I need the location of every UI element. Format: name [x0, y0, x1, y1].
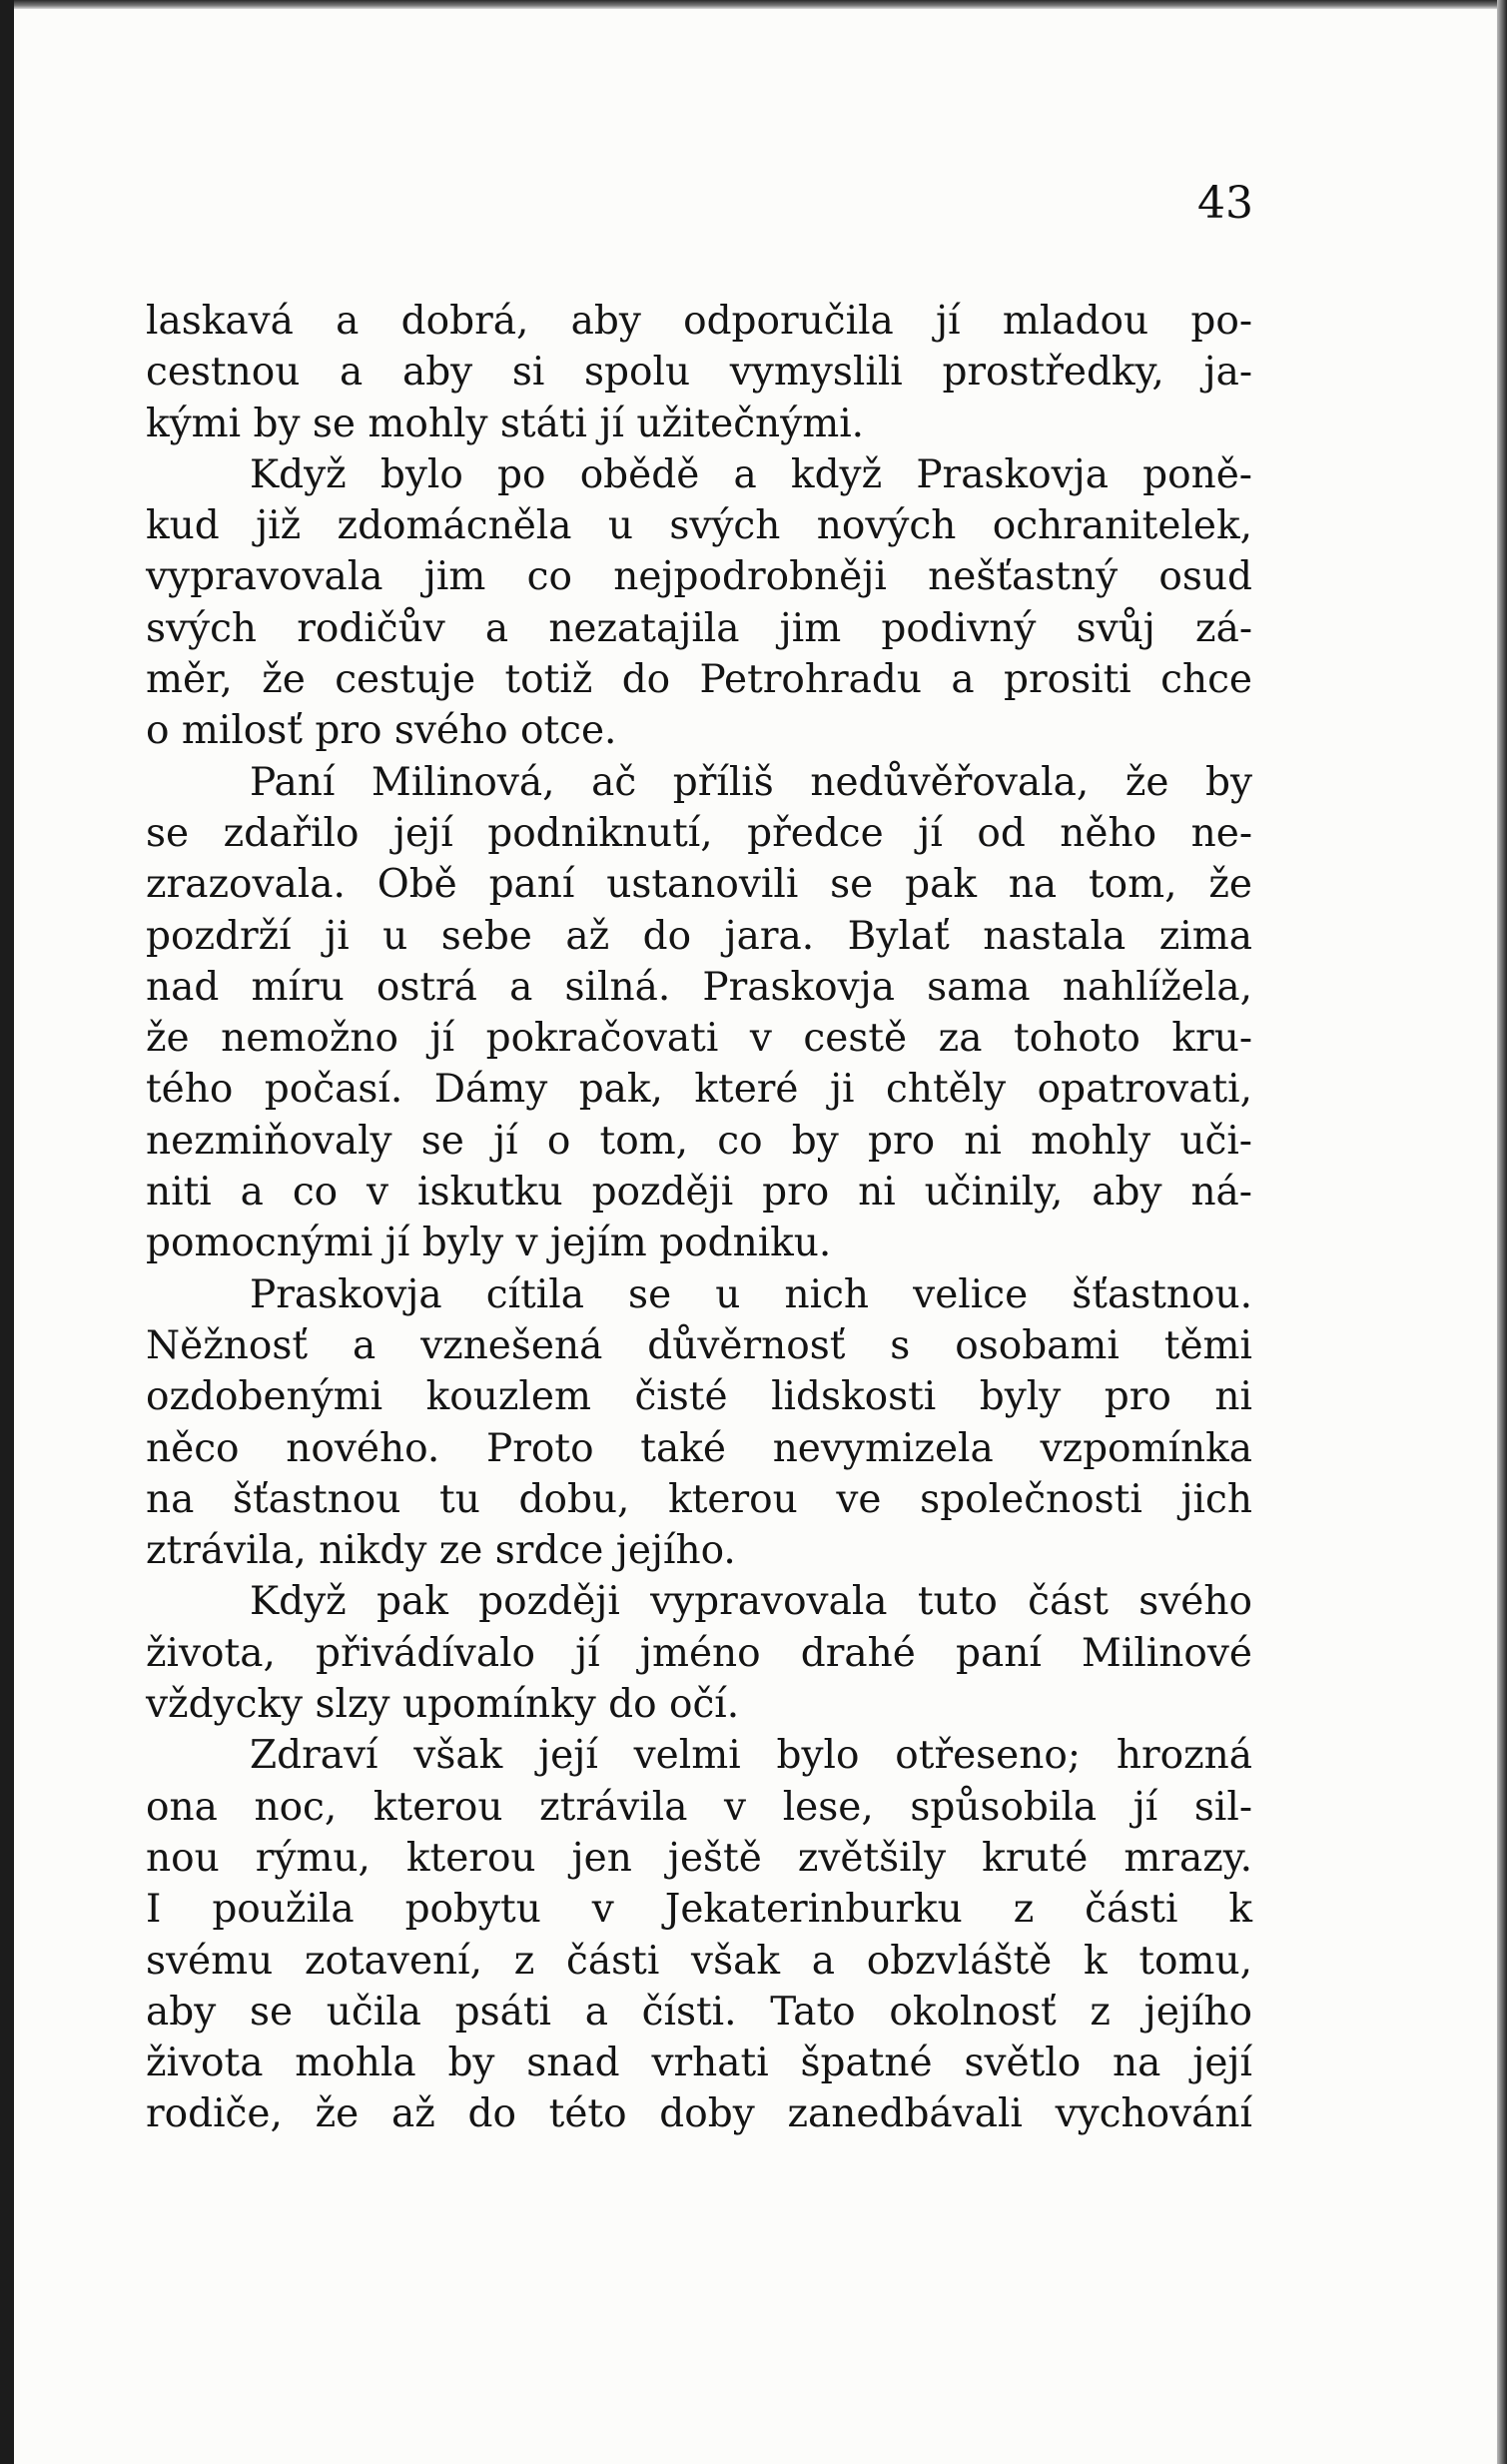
text-line: Když pak později vypravovala tuto část svého — [250, 1579, 1252, 1625]
text-line: nad míru ostrá a silná. Praskovja sama nahlížela, — [146, 964, 1252, 1010]
text-line: svému zotavení, z části však a obzvláště k tomu, — [146, 1938, 1252, 1984]
scan-edge-left — [0, 0, 14, 2464]
text-line: I použila pobytu v Jekaterinburku z části k — [146, 1887, 1252, 1933]
scan-edge-top — [0, 0, 1507, 9]
text-line: kud již zdomácněla u svých nových ochranitelek, — [146, 503, 1252, 549]
text-line: něco nového. Proto také nevymizela vzpomínka — [146, 1425, 1252, 1471]
text-line: měr, že cestuje totiž do Petrohradu a prositi chce — [146, 657, 1252, 703]
text-line: pomocnými jí byly v jejím podniku. — [146, 1221, 832, 1266]
text-line: na šťastnou tu dobu, kterou ve společnosti jich — [146, 1476, 1252, 1522]
text-line: tého počasí. Dámy pak, které ji chtěly opatrovati, — [146, 1067, 1252, 1113]
text-line: kými by se mohly státi jí užitečnými. — [146, 401, 865, 446]
text-line: svých rodičův a nezatajila jim podivný svůj zá- — [146, 605, 1252, 651]
text-line: Něžnosť a vznešená důvěrnosť s osobami těmi — [146, 1322, 1252, 1368]
text-line: vypravovala jim co nejpodrobněji nešťastný osud — [146, 554, 1252, 600]
text-line: laskavá a dobrá, aby odporučila jí mladou po- — [146, 299, 1252, 344]
scan-edge-right — [1497, 0, 1507, 2464]
text-line: rodiče, že až do této doby zanedbávali vychování — [146, 2091, 1252, 2137]
text-line: o milosť pro svého otce. — [146, 708, 617, 754]
text-line: nezmiňovaly se jí o tom, co by pro ni mohly uči- — [146, 1118, 1252, 1164]
text-line: zrazovala. Obě paní ustanovili se pak na tom, že — [146, 862, 1252, 908]
text-line: nou rýmu, kterou jen ještě zvětšily kruté mrazy. — [146, 1835, 1252, 1881]
text-line: cestnou a aby si spolu vymyslili prostředky, ja- — [146, 350, 1252, 396]
text-line: života mohla by snad vrhati špatné světlo na její — [146, 2041, 1252, 2086]
page-number: 43 — [1197, 178, 1253, 229]
text-line: života, přivádívalo jí jméno drahé paní Milinové — [146, 1630, 1252, 1676]
text-line: niti a co v iskutku později pro ni učinily, aby ná- — [146, 1170, 1252, 1216]
text-line: se zdařilo její podniknutí, předce jí od něho ne- — [146, 810, 1252, 856]
text-line: Když bylo po obědě a když Praskovja poně- — [250, 451, 1252, 497]
text-line: aby se učila psáti a čísti. Tato okolnosť z jejího — [146, 1989, 1252, 2035]
text-line: vždycky slzy upomínky do očí. — [146, 1682, 740, 1728]
text-line: že nemožno jí pokračovati v cestě za tohoto kru- — [146, 1016, 1252, 1062]
text-line: ztrávila, nikdy ze srdce jejího. — [146, 1528, 736, 1574]
text-line: ona noc, kterou ztrávila v lese, spůsobila jí sil- — [146, 1784, 1252, 1830]
text-line: Praskovja cítila se u nich velice šťastnou. — [250, 1271, 1252, 1317]
text-line: ozdobenými kouzlem čisté lidskosti byly pro ni — [146, 1374, 1252, 1420]
text-line: Zdraví však její velmi bylo otřeseno; hrozná — [250, 1733, 1252, 1779]
text-line: pozdrží ji u sebe až do jara. Bylať nastala zima — [146, 913, 1252, 959]
body-text — [146, 296, 1252, 2140]
text-line: Paní Milinová, ač příliš nedůvěřovala, že by — [250, 759, 1252, 805]
